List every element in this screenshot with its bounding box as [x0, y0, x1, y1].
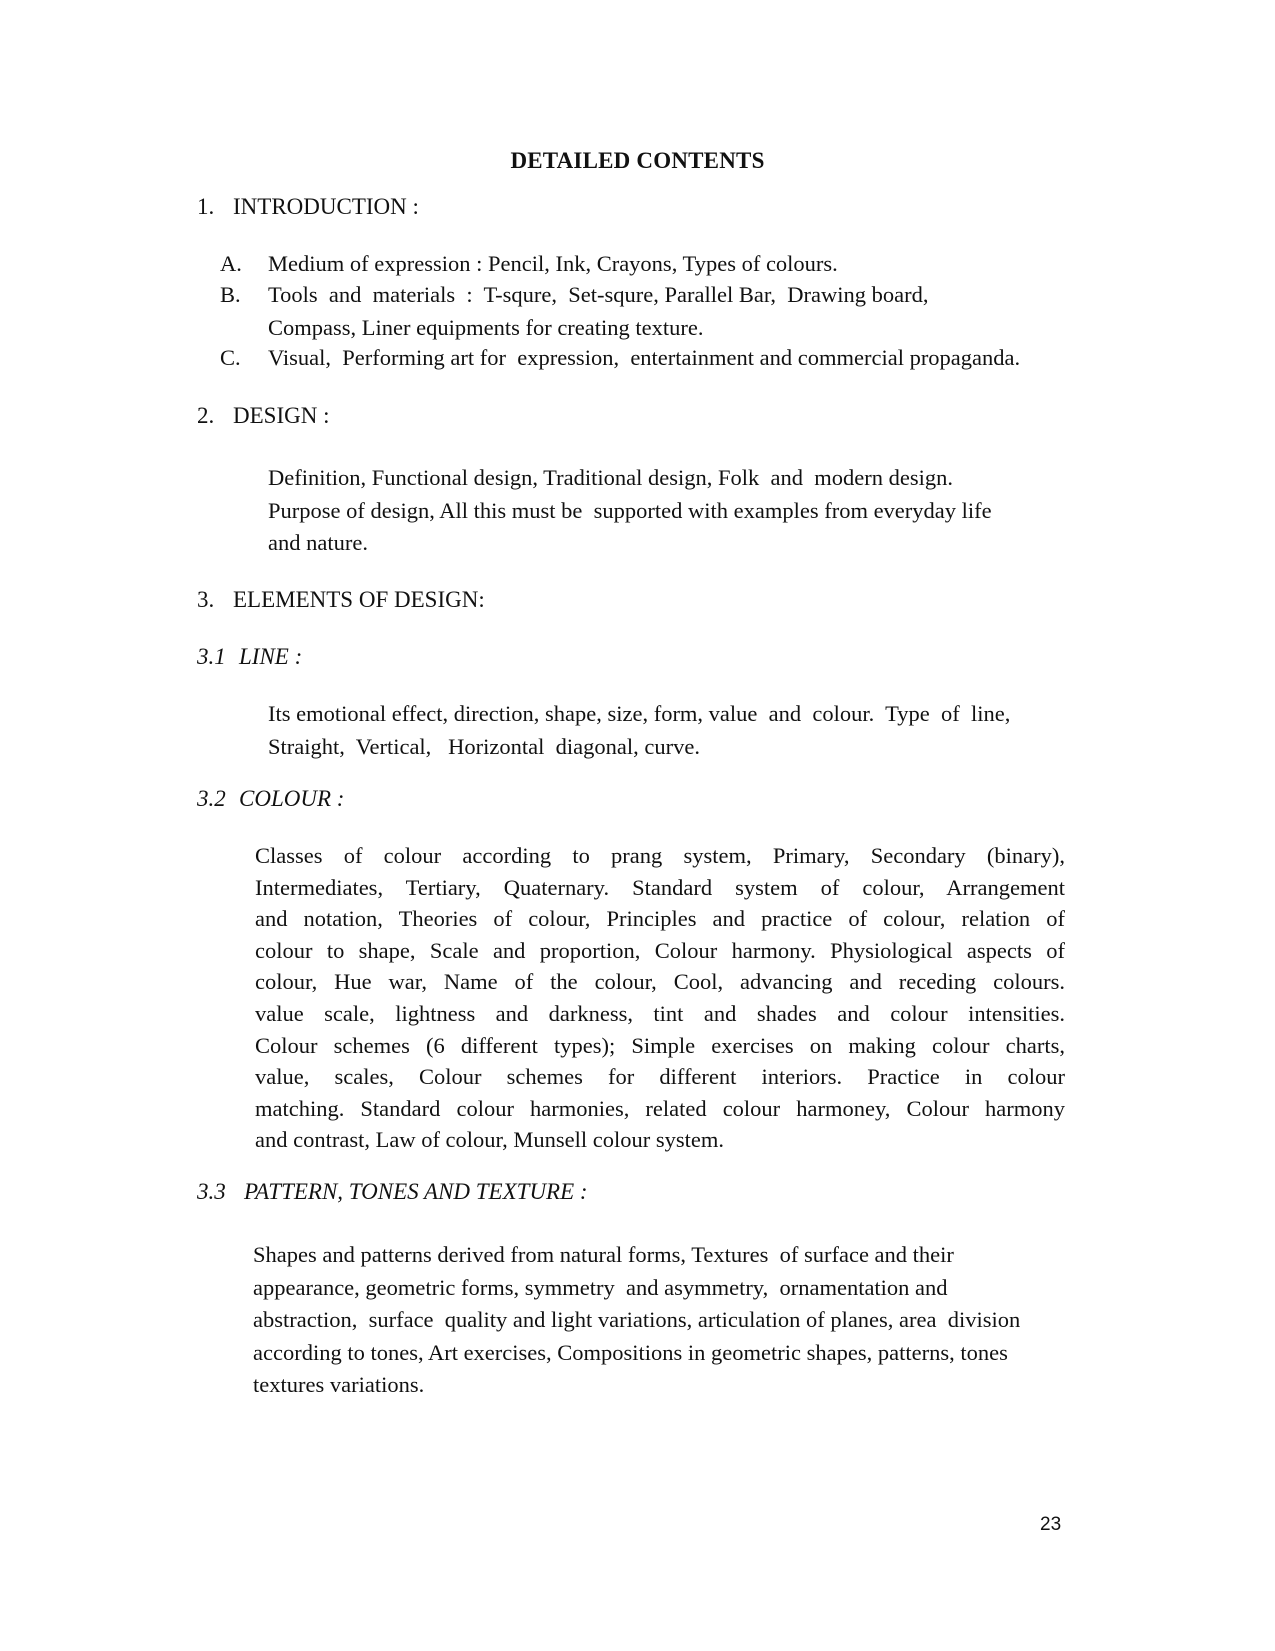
section-title: DESIGN : [233, 403, 330, 428]
list-item-text [268, 248, 1148, 281]
body-line: Colour schemes (6 different types); Simple exercises on making colour charts, [255, 1032, 1065, 1058]
section-number: 1. [197, 194, 215, 219]
body-line: abstraction, surface quality and light variations, articulation of planes, area division [253, 1307, 1021, 1332]
subsection-number: 3.3 [197, 1179, 226, 1204]
page-number: 23 [1040, 1514, 1062, 1535]
list-item-line: Visual, Performing art for expression, entertainment and commercial propaganda. [268, 345, 1021, 370]
body-line: and contrast, Law of colour, Munsell colour system. [255, 1127, 724, 1153]
list-item-text [268, 342, 1148, 375]
subsection-title: COLOUR : [239, 786, 345, 811]
subsection-title: PATTERN, TONES AND TEXTURE : [244, 1179, 588, 1204]
subsection-number: 3.2 [197, 786, 226, 811]
body-line: Purpose of design, All this must be supported with examples from everyday life [268, 497, 992, 523]
section-number: 3. [197, 587, 215, 612]
body-line: textures variations. [253, 1372, 425, 1397]
list-item-letter: B. [220, 282, 241, 307]
body-line: value, scales, Colour schemes for different interiors. Practice in colour [255, 1064, 1065, 1090]
list-item-line: Tools and materials : T-squre, Set-squre, Parallel Bar, Drawing board, [268, 282, 929, 307]
list-item-text [268, 279, 1148, 344]
list-item-line: Medium of expression : Pencil, Ink, Crayons, Types of colours. [268, 251, 838, 276]
subsection-3-2-heading [197, 786, 344, 812]
body-line: Definition, Functional design, Traditional design, Folk and modern design. [268, 465, 953, 490]
section-2-heading [197, 403, 329, 429]
body-line: and nature. [268, 530, 368, 555]
subsection-3-3-heading [197, 1179, 588, 1205]
body-line: colour to shape, Scale and proportion, Colour harmony. Physiological aspects of [255, 937, 1065, 963]
subsection-number: 3.1 [197, 644, 226, 669]
section-title: INTRODUCTION : [233, 194, 419, 219]
subsection-title: LINE : [239, 644, 303, 669]
body-line: colour, Hue war, Name of the colour, Cool, advancing and receding colours. [255, 969, 1065, 995]
section-title: ELEMENTS OF DESIGN: [233, 587, 485, 612]
body-line: according to tones, Art exercises, Compositions in geometric shapes, patterns, tones [253, 1339, 1008, 1365]
body-line: Intermediates, Tertiary, Quaternary. Standard system of colour, Arrangement [255, 874, 1065, 900]
body-line: appearance, geometric forms, symmetry and asymmetry, ornamentation and [253, 1274, 948, 1300]
subsection-3-1-heading [197, 644, 302, 670]
subsection-3-1-body [268, 698, 1010, 763]
list-item-letter: A. [220, 251, 242, 276]
subsection-3-2-body [255, 840, 1065, 1156]
page-title: DETAILED CONTENTS [510, 148, 765, 173]
body-line: Straight, Vertical, Horizontal diagonal, curve. [268, 733, 700, 759]
section-number: 2. [197, 403, 215, 428]
body-line: and notation, Theories of colour, Principles and practice of colour, relation of [255, 906, 1065, 932]
body-line: Its emotional effect, direction, shape, size, form, value and colour. Type of line, [268, 701, 1011, 726]
body-line: Classes of colour according to prang system, Primary, Secondary (binary), [255, 843, 1065, 868]
section-1-heading [197, 194, 419, 220]
list-item-line: Compass, Liner equipments for creating texture. [268, 314, 704, 340]
section-3-heading [197, 587, 485, 613]
body-line: matching. Standard colour harmonies, related colour harmoney, Colour harmony [255, 1095, 1065, 1121]
body-line: Shapes and patterns derived from natural forms, Textures of surface and their [253, 1242, 954, 1267]
subsection-3-3-body [253, 1239, 1020, 1402]
section-2-body [268, 462, 992, 560]
list-item-letter: C. [220, 345, 241, 370]
body-line: value scale, lightness and darkness, tint and shades and colour intensities. [255, 1000, 1065, 1026]
